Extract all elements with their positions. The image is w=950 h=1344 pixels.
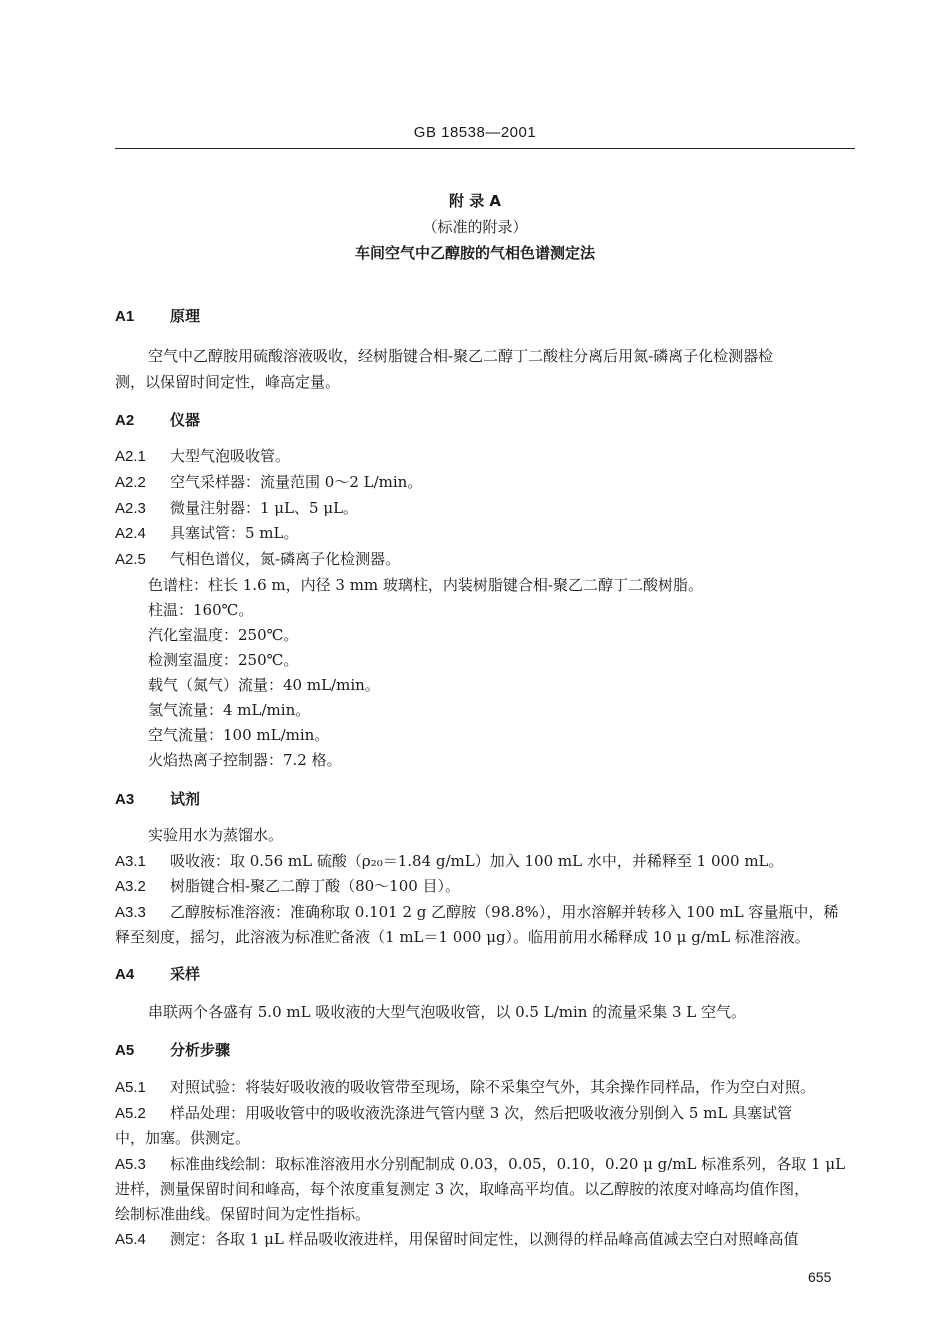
a5-item-continuation: 中，加塞。供测定。: [115, 1129, 251, 1147]
appendix-heading: 车间空气中乙醇胺的气相色谱测定法: [354, 244, 595, 262]
item-text: 测定：各取 1 μL 样品吸收液进样，用保留时间定性，以测得的样品峰高值减去空白对照峰高值: [170, 1230, 799, 1248]
item-number: A2.1: [115, 448, 146, 465]
item-text: 吸收液：取 0.56 mL 硫酸（ρ₂₀＝1.84 g/mL）加入 100 mL 水中，并稀释至 1 000 mL。: [170, 852, 784, 870]
a2-item: [115, 471, 422, 492]
item-number: A2.2: [115, 474, 146, 491]
section-a2-heading: [115, 409, 200, 430]
item-text: 气相色谱仪，氮-磷离子化检测器。: [170, 550, 401, 568]
item-text: 标准曲线绘制：取标准溶液用水分别配制成 0.03，0.05，0.10，0.20 μ g/mL 标准系列，各取 1 μL: [170, 1155, 846, 1173]
a2-item: [115, 445, 290, 466]
section-title: 试剂: [170, 790, 201, 808]
section-title: 原理: [170, 307, 201, 325]
standard-code-header: GB 18538—2001: [413, 124, 537, 141]
a5-item-continuation: 绘制标准曲线。保留时间为定性指标。: [115, 1205, 371, 1223]
section-title: 分析步骤: [170, 1041, 231, 1059]
instrument-spec-line: 汽化室温度：250℃。: [148, 626, 299, 644]
a5-item: [115, 1228, 799, 1249]
a3-item-continuation: 释至刻度，摇匀，此溶液为标准贮备液（1 mL＝1 000 μg）。临用前用水稀释成 10 μ g/mL 标准溶液。: [115, 928, 810, 946]
item-text: 微量注射器：1 μL、5 μL。: [170, 499, 359, 517]
section-number: A1: [115, 308, 135, 325]
item-number: A3.2: [115, 878, 146, 895]
instrument-spec-line: 氢气流量：4 mL/min。: [148, 701, 311, 719]
item-text: 样品处理：用吸收管中的吸收液洗涤进气管内壁 3 次，然后把吸收液分别倒入 5 mL 具塞试管: [170, 1104, 793, 1122]
item-number: A5.2: [115, 1105, 146, 1122]
a3-item: [115, 875, 460, 896]
instrument-spec-line: 检测室温度：250℃。: [148, 651, 299, 669]
item-text: 树脂键合相-聚乙二醇丁酸（80～100 目）。: [170, 877, 461, 895]
section-title: 仪器: [170, 411, 201, 429]
a5-item-continuation: 进样，测量保留时间和峰高，每个浓度重复测定 3 次，取峰高平均值。以乙醇胺的浓度对峰高均值作图，: [115, 1180, 810, 1198]
section-title: 采样: [170, 965, 201, 983]
item-number: A2.3: [115, 500, 146, 517]
a1-line-2: 测，以保留时间定性，峰高定量。: [115, 373, 341, 391]
section-a3-heading: [115, 788, 200, 809]
a5-item: [115, 1102, 792, 1123]
item-text: 大型气泡吸收管。: [170, 447, 291, 465]
instrument-spec-line: 色谱柱：柱长 1.6 m，内径 3 mm 玻璃柱，内装树脂键合相-聚乙二醇丁二酸树脂。: [148, 576, 703, 594]
a5-item: [115, 1076, 815, 1097]
instrument-spec-line: 火焰热离子控制器：7.2 格。: [148, 751, 342, 769]
section-number: A4: [115, 966, 135, 983]
a3-intro: 实验用水为蒸馏水。: [148, 826, 284, 844]
item-number: A2.4: [115, 525, 146, 542]
section-number: A2: [115, 412, 135, 429]
item-text: 对照试验：将装好吸收液的吸收管带至现场，除不采集空气外，其余操作同样品，作为空白对照。: [170, 1078, 816, 1096]
item-number: A2.5: [115, 551, 146, 568]
item-number: A3.3: [115, 904, 146, 921]
instrument-spec-line: 空气流量：100 mL/min。: [148, 726, 330, 744]
a2-item: [115, 522, 299, 543]
a3-item: [115, 901, 838, 922]
item-text: 具塞试管：5 mL。: [170, 524, 299, 542]
appendix-title: 附 录 A: [448, 192, 502, 210]
page-number: 655: [808, 1269, 832, 1285]
a3-item: [115, 850, 784, 871]
instrument-spec-line: 柱温：160℃。: [148, 601, 254, 619]
item-number: A5.4: [115, 1231, 146, 1248]
section-number: A5: [115, 1042, 135, 1059]
a2-item: [115, 497, 358, 518]
header-rule: [115, 148, 855, 149]
item-number: A5.3: [115, 1156, 146, 1173]
a1-line-1: 空气中乙醇胺用硫酸溶液吸收，经树脂键合相-聚乙二醇丁二酸柱分离后用氮-磷离子化检测器检: [148, 347, 774, 365]
a5-item: [115, 1153, 845, 1174]
section-a4-heading: [115, 963, 200, 984]
instrument-spec-line: 载气（氮气）流量：40 mL/min。: [148, 676, 380, 694]
item-text: 空气采样器：流量范围 0～2 L/min。: [170, 473, 423, 491]
a2-item: [115, 548, 400, 569]
a4-text: 串联两个各盛有 5.0 mL 吸收液的大型气泡吸收管，以 0.5 L/min 的流量采集 3 L 空气。: [148, 1003, 747, 1021]
appendix-subtitle: （标准的附录）: [422, 218, 528, 236]
item-text: 乙醇胺标准溶液：准确称取 0.101 2 g 乙醇胺（98.8%），用水溶解并转移入 100 mL 容量瓶中，稀: [170, 903, 839, 921]
section-a5-heading: [115, 1039, 230, 1060]
item-number: A3.1: [115, 853, 146, 870]
section-a1-heading: [115, 305, 200, 326]
section-number: A3: [115, 791, 135, 808]
item-number: A5.1: [115, 1079, 146, 1096]
